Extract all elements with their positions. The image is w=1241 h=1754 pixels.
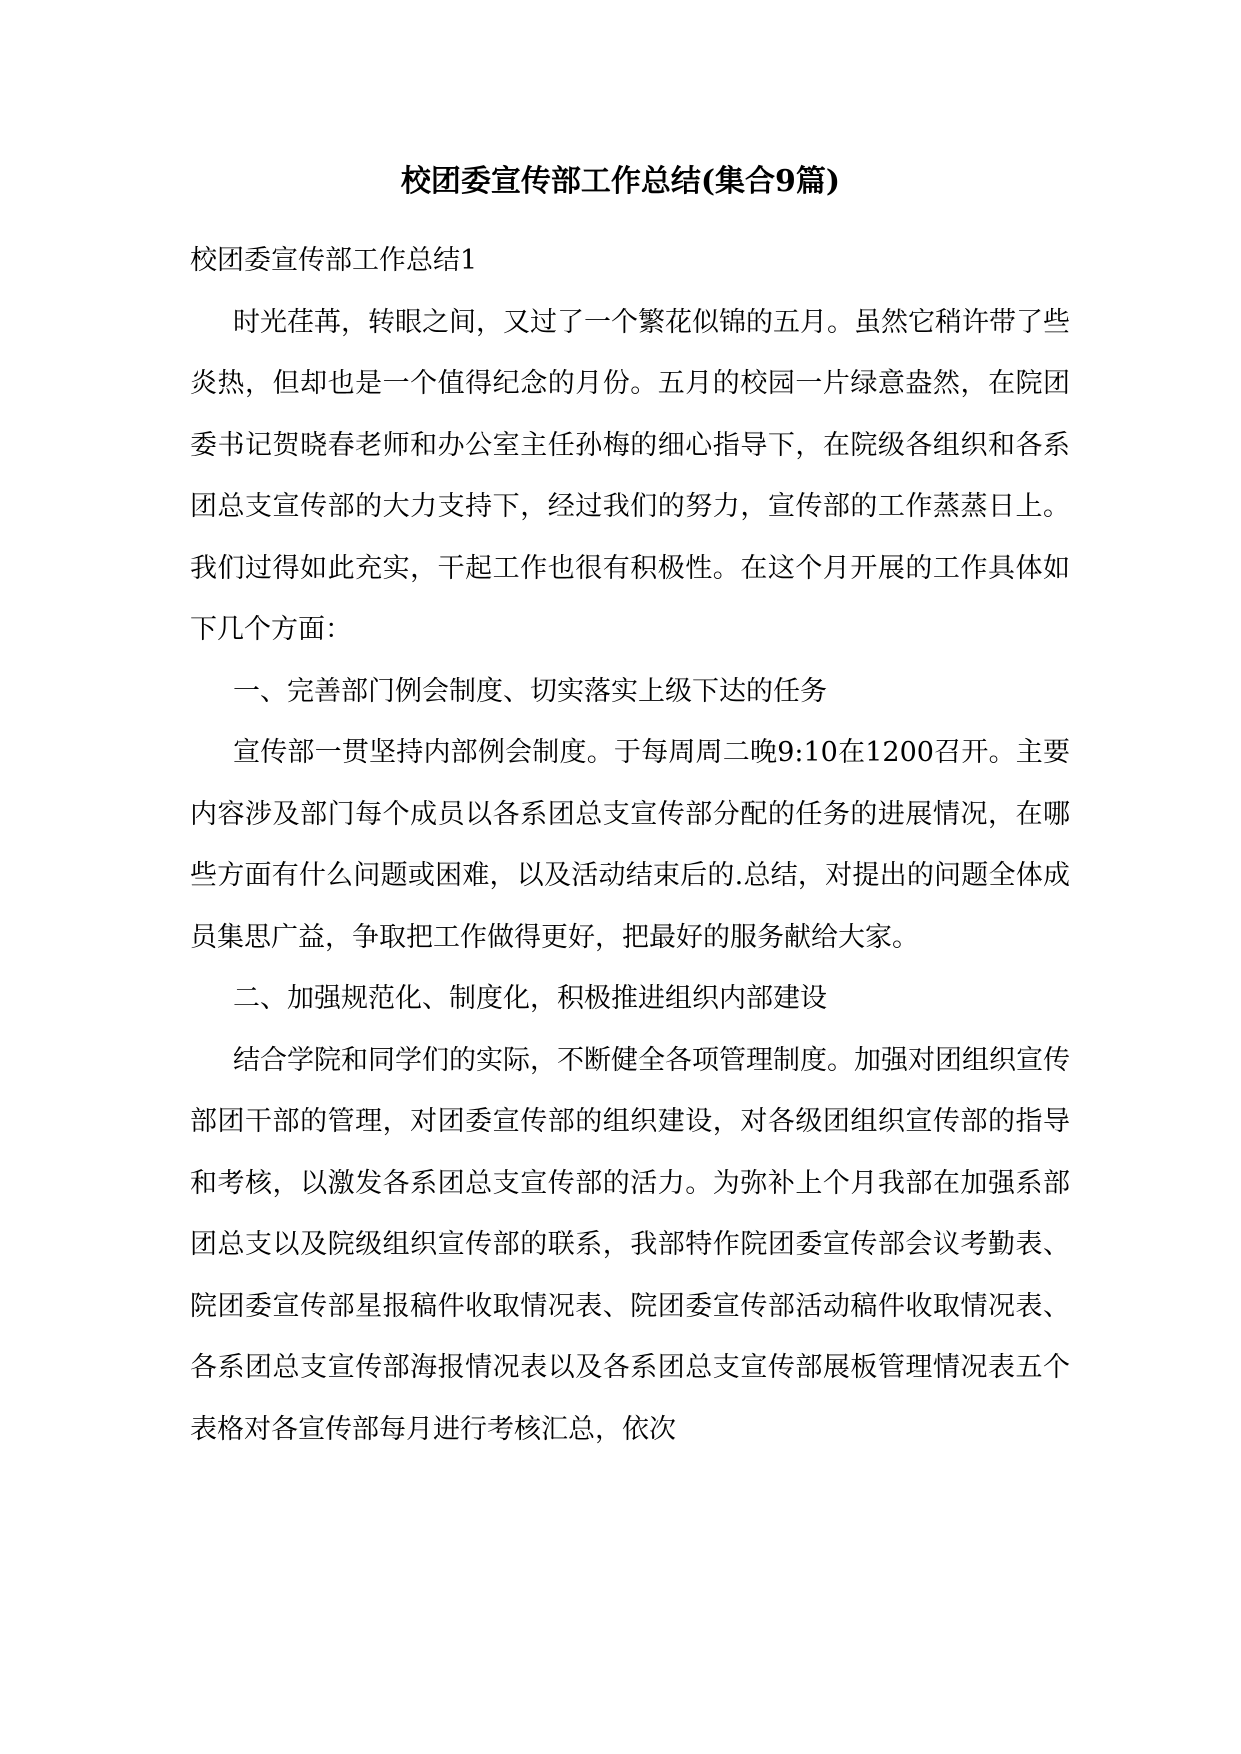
subheading-2: 二、加强规范化、制度化，积极推进组织内部建设 [233, 983, 827, 1014]
paragraph-organization-building: 结合学院和同学们的实际，不断健全各项管理制度。加强对团组织宣传部团干部的管理，对团委宣传部的组织建设，对各级团组织宣传部的指导和考核，以激发各系团总支宣传部的活力。为弥补上个月我部在加强系部团总支以及院级组织宣传部的联系，我部特作院团委宣传部会议考勤表、院团委宣传部星报稿件收取情况表、院团委宣传部活动稿件收取情况表、各系团总支宣传部海报情况表以及各系团总支宣传部展板管理情况表五个表格对各宣传部每月进行考核汇总，依次 [190, 1044, 1070, 1445]
document-body [190, 230, 1070, 1460]
section-heading: 校团委宣传部工作总结1 [190, 245, 478, 276]
paragraph-meeting-system: 宣传部一贯坚持内部例会制度。于每周周二晚9:10在1200召开。主要内容涉及部门每个成员以各系团总支宣传部分配的任务的进展情况，在哪些方面有什么问题或困难，以及活动结束后的.总结，对提出的问题全体成员集思广益，争取把工作做得更好，把最好的服务献给大家。 [190, 737, 1070, 953]
paragraph-intro: 时光荏苒，转眼之间，又过了一个繁花似锦的五月。虽然它稍许带了些炎热，但却也是一个值得纪念的月份。五月的校园一片绿意盎然，在院团委书记贺晓春老师和办公室主任孙梅的细心指导下，在院级各组织和各系团总支宣传部的大力支持下，经过我们的努力，宣传部的工作蒸蒸日上。我们过得如此充实，干起工作也很有积极性。在这个月开展的工作具体如下几个方面： [190, 306, 1070, 645]
subheading-1: 一、完善部门例会制度、切实落实上级下达的任务 [233, 675, 827, 707]
document-title: 校团委宣传部工作总结(集合9篇) [400, 164, 841, 199]
